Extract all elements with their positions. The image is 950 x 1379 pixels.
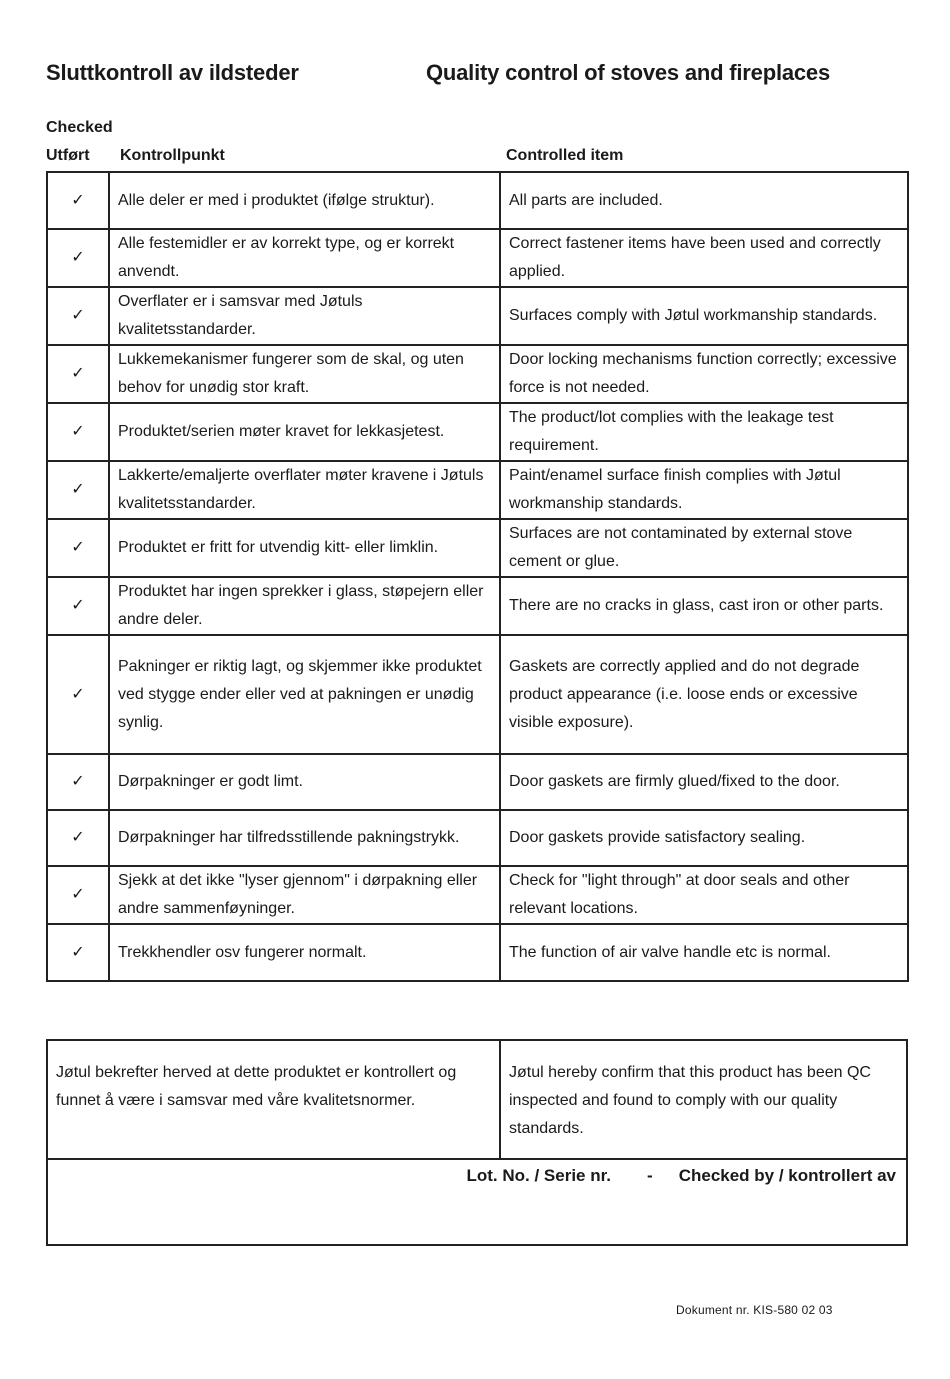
item-norwegian: Pakninger er riktig lagt, og skjemmer ikke produktet ved stygge ender eller ved at pakningen er unødig synlig. bbox=[109, 635, 500, 754]
confirmation-english: Jøtul hereby confirm that this product has been QC inspected and found to comply with our quality standards. bbox=[500, 1040, 907, 1159]
checkmark-icon: ✓ bbox=[47, 635, 109, 754]
item-english: All parts are included. bbox=[500, 172, 908, 229]
confirmation-norwegian: Jøtul bekrefter herved at dette produktet er kontrollert og funnet å være i samsvar med våre kvalitetsnormer. bbox=[47, 1040, 500, 1159]
checklist-row bbox=[47, 172, 908, 229]
checkmark-icon: ✓ bbox=[47, 754, 109, 810]
item-english: Surfaces comply with Jøtul workmanship standards. bbox=[500, 287, 908, 345]
item-english: Paint/enamel surface finish complies with Jøtul workmanship standards. bbox=[500, 461, 908, 519]
checklist-row bbox=[47, 345, 908, 403]
item-norwegian: Produktet har ingen sprekker i glass, støpejern eller andre deler. bbox=[109, 577, 500, 635]
checkmark-icon: ✓ bbox=[47, 519, 109, 577]
checkmark-icon: ✓ bbox=[47, 172, 109, 229]
column-header-kontrollpunkt: Kontrollpunkt bbox=[120, 147, 225, 164]
title-english: Quality control of stoves and fireplaces bbox=[426, 60, 830, 85]
item-norwegian: Lukkemekanismer fungerer som de skal, og uten behov for unødig stor kraft. bbox=[109, 345, 500, 403]
checkmark-icon: ✓ bbox=[47, 403, 109, 461]
item-norwegian: Lakkerte/emaljerte overflater møter kravene i Jøtuls kvalitetsstandarder. bbox=[109, 461, 500, 519]
checkmark-icon: ✓ bbox=[47, 866, 109, 924]
checkmark-icon: ✓ bbox=[47, 345, 109, 403]
document-number: Dokument nr. KIS-580 02 03 bbox=[676, 1303, 833, 1317]
signature-area bbox=[47, 1159, 907, 1245]
checklist-table bbox=[46, 171, 909, 982]
item-english: Check for "light through" at door seals and other relevant locations. bbox=[500, 866, 908, 924]
item-english: Door gaskets provide satisfactory sealing. bbox=[500, 810, 908, 866]
separator-dash: - bbox=[647, 1166, 653, 1185]
lot-number-label: Lot. No. / Serie nr. bbox=[466, 1166, 612, 1185]
item-norwegian: Trekkhendler osv fungerer normalt. bbox=[109, 924, 500, 981]
column-header-controlled-item: Controlled item bbox=[506, 147, 624, 164]
item-norwegian: Sjekk at det ikke "lyser gjennom" i dørpakning eller andre sammenføyninger. bbox=[109, 866, 500, 924]
item-english: Door gaskets are firmly glued/fixed to the door. bbox=[500, 754, 908, 810]
checkmark-icon: ✓ bbox=[47, 229, 109, 287]
checked-by-label: Checked by / kontrollert av bbox=[678, 1166, 896, 1185]
checklist-row bbox=[47, 754, 908, 810]
item-norwegian: Alle festemidler er av korrekt type, og er korrekt anvendt. bbox=[109, 229, 500, 287]
checkmark-icon: ✓ bbox=[47, 287, 109, 345]
confirmation-box bbox=[46, 1039, 908, 1246]
checklist-row bbox=[47, 229, 908, 287]
title-norwegian: Sluttkontroll av ildsteder bbox=[46, 60, 299, 85]
checklist-row bbox=[47, 577, 908, 635]
column-header-checked: Checked bbox=[46, 119, 113, 136]
item-norwegian: Produktet/serien møter kravet for lekkasjetest. bbox=[109, 403, 500, 461]
checklist-row bbox=[47, 461, 908, 519]
checklist-row bbox=[47, 519, 908, 577]
item-english: Correct fastener items have been used and correctly applied. bbox=[500, 229, 908, 287]
item-norwegian: Dørpakninger har tilfredsstillende pakningstrykk. bbox=[109, 810, 500, 866]
checkmark-icon: ✓ bbox=[47, 577, 109, 635]
checkmark-icon: ✓ bbox=[47, 810, 109, 866]
checklist-row bbox=[47, 403, 908, 461]
checklist-row bbox=[47, 924, 908, 981]
item-norwegian: Overflater er i samsvar med Jøtuls kvalitetsstandarder. bbox=[109, 287, 500, 345]
item-norwegian: Produktet er fritt for utvendig kitt- eller limklin. bbox=[109, 519, 500, 577]
item-english: Surfaces are not contaminated by external stove cement or glue. bbox=[500, 519, 908, 577]
checkmark-icon: ✓ bbox=[47, 924, 109, 981]
item-norwegian: Dørpakninger er godt limt. bbox=[109, 754, 500, 810]
checklist-row bbox=[47, 866, 908, 924]
item-english: There are no cracks in glass, cast iron or other parts. bbox=[500, 577, 908, 635]
item-norwegian: Alle deler er med i produktet (ifølge struktur). bbox=[109, 172, 500, 229]
item-english: Door locking mechanisms function correctly; excessive force is not needed. bbox=[500, 345, 908, 403]
item-english: The product/lot complies with the leakage test requirement. bbox=[500, 403, 908, 461]
checklist-row bbox=[47, 810, 908, 866]
item-english: Gaskets are correctly applied and do not degrade product appearance (i.e. loose ends or excessive visible exposure). bbox=[500, 635, 908, 754]
item-english: The function of air valve handle etc is normal. bbox=[500, 924, 908, 981]
checklist-row bbox=[47, 635, 908, 754]
checklist-row bbox=[47, 287, 908, 345]
column-header-utfort: Utført bbox=[46, 147, 90, 164]
checkmark-icon: ✓ bbox=[47, 461, 109, 519]
